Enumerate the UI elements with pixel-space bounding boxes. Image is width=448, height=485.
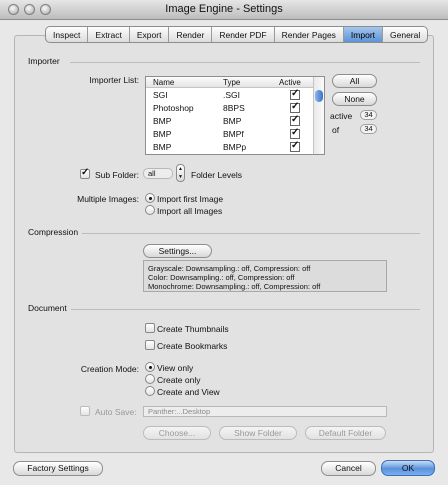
import-first-radio[interactable]	[145, 193, 155, 203]
scrollbar-thumb[interactable]	[315, 90, 323, 102]
choose-folder-button[interactable]: Choose...	[143, 426, 211, 440]
auto-save-checkbox[interactable]	[80, 406, 90, 416]
show-folder-button[interactable]: Show Folder	[219, 426, 297, 440]
list-item-type: BMPf	[223, 129, 244, 139]
compression-section-label: Compression	[28, 227, 79, 237]
multiple-images-label: Multiple Images:	[77, 194, 139, 204]
compression-divider	[82, 233, 420, 234]
list-item-active-checkbox[interactable]	[290, 90, 300, 100]
create-only-label: Create only	[157, 375, 201, 385]
document-section-label: Document	[28, 303, 67, 313]
select-all-button[interactable]: All	[332, 74, 377, 88]
list-item[interactable]	[146, 89, 313, 101]
create-only-radio[interactable]	[145, 374, 155, 384]
sub-folder-checkbox[interactable]	[80, 169, 90, 179]
list-item-type: BMP	[223, 116, 242, 126]
list-item[interactable]	[146, 102, 313, 114]
list-item-name: BMP	[153, 116, 172, 126]
tab-render[interactable]: Render	[169, 27, 212, 42]
of-label: of	[332, 125, 340, 135]
tab-render-pages[interactable]: Render Pages	[275, 27, 344, 42]
list-item-type: BMPp	[223, 142, 247, 152]
title-bar	[0, 0, 448, 20]
ok-button[interactable]: OK	[381, 460, 435, 476]
folder-levels-stepper[interactable]: ▲ ▼	[176, 164, 185, 182]
list-item-name: SGI	[153, 90, 168, 100]
importer-list[interactable]	[145, 76, 325, 155]
list-item-active-checkbox[interactable]	[290, 142, 300, 152]
column-active[interactable]: Active	[279, 78, 301, 87]
active-count: 34	[360, 110, 377, 120]
list-item-name: BMP	[153, 129, 172, 139]
tab-import[interactable]: Import	[344, 27, 383, 42]
importer-list-scrollbar[interactable]	[313, 77, 324, 154]
tab-general[interactable]: General	[390, 30, 421, 40]
tab-inspect[interactable]: Inspect	[46, 27, 88, 42]
total-count: 34	[360, 124, 377, 134]
auto-save-path-field[interactable]: Panther:...Desktop	[143, 406, 387, 417]
importer-divider	[70, 62, 420, 63]
window-title: Image Engine - Settings	[165, 3, 283, 15]
view-only-radio[interactable]	[145, 362, 155, 372]
compression-info-color: Color: Downsampling.: off, Compression: off	[148, 273, 295, 282]
list-item-name: Photoshop	[153, 103, 194, 113]
default-folder-button[interactable]: Default Folder	[305, 426, 386, 440]
list-item[interactable]	[146, 115, 313, 127]
auto-save-label: Auto Save:	[95, 407, 137, 417]
importer-list-header	[146, 77, 313, 88]
compression-info-monochrome: Monochrome: Downsampling.: off, Compression: off	[148, 282, 321, 291]
list-item-type: .SGI	[223, 90, 241, 100]
column-type[interactable]: Type	[223, 78, 241, 87]
compression-info-box	[143, 260, 387, 292]
document-divider	[71, 309, 420, 310]
view-only-label: View only	[157, 363, 194, 373]
select-none-button[interactable]: None	[332, 92, 377, 106]
creation-mode-label: Creation Mode:	[80, 364, 139, 374]
compression-info-grayscale: Grayscale: Downsampling.: off, Compression: off	[148, 264, 311, 273]
compression-settings-button[interactable]: Settings...	[143, 244, 212, 258]
list-item-name: BMP	[153, 142, 172, 152]
cancel-button[interactable]: Cancel	[321, 461, 376, 476]
list-item-active-checkbox[interactable]	[290, 103, 300, 113]
folder-levels-label: Folder Levels	[191, 170, 243, 180]
list-item-active-checkbox[interactable]	[290, 116, 300, 126]
importer-section-label: Importer	[28, 56, 60, 66]
import-all-radio[interactable]	[145, 205, 155, 215]
tab-bar	[45, 26, 428, 43]
factory-settings-button[interactable]: Factory Settings	[13, 461, 103, 476]
import-first-label: Import first Image	[157, 194, 224, 204]
create-and-view-label: Create and View	[157, 387, 220, 397]
tab-export[interactable]: Export	[130, 27, 170, 42]
active-label: active	[330, 111, 353, 121]
column-name[interactable]: Name	[153, 78, 175, 87]
sub-folder-levels-field[interactable]: all	[143, 168, 173, 179]
import-all-label: Import all Images	[157, 206, 223, 216]
importer-list-label: Importer List:	[89, 75, 139, 85]
list-item[interactable]	[146, 141, 313, 153]
create-bookmarks-label: Create Bookmarks	[157, 341, 228, 351]
tab-render-pdf[interactable]: Render PDF	[212, 27, 274, 42]
create-and-view-radio[interactable]	[145, 386, 155, 396]
create-bookmarks-checkbox[interactable]	[145, 340, 155, 350]
list-item-type: 8BPS	[223, 103, 245, 113]
tab-extract[interactable]: Extract	[88, 27, 129, 42]
sub-folder-label: Sub Folder:	[95, 170, 139, 180]
list-item[interactable]	[146, 128, 313, 140]
create-thumbnails-label: Create Thumbnails	[157, 324, 229, 334]
create-thumbnails-checkbox[interactable]	[145, 323, 155, 333]
list-item-active-checkbox[interactable]	[290, 129, 300, 139]
